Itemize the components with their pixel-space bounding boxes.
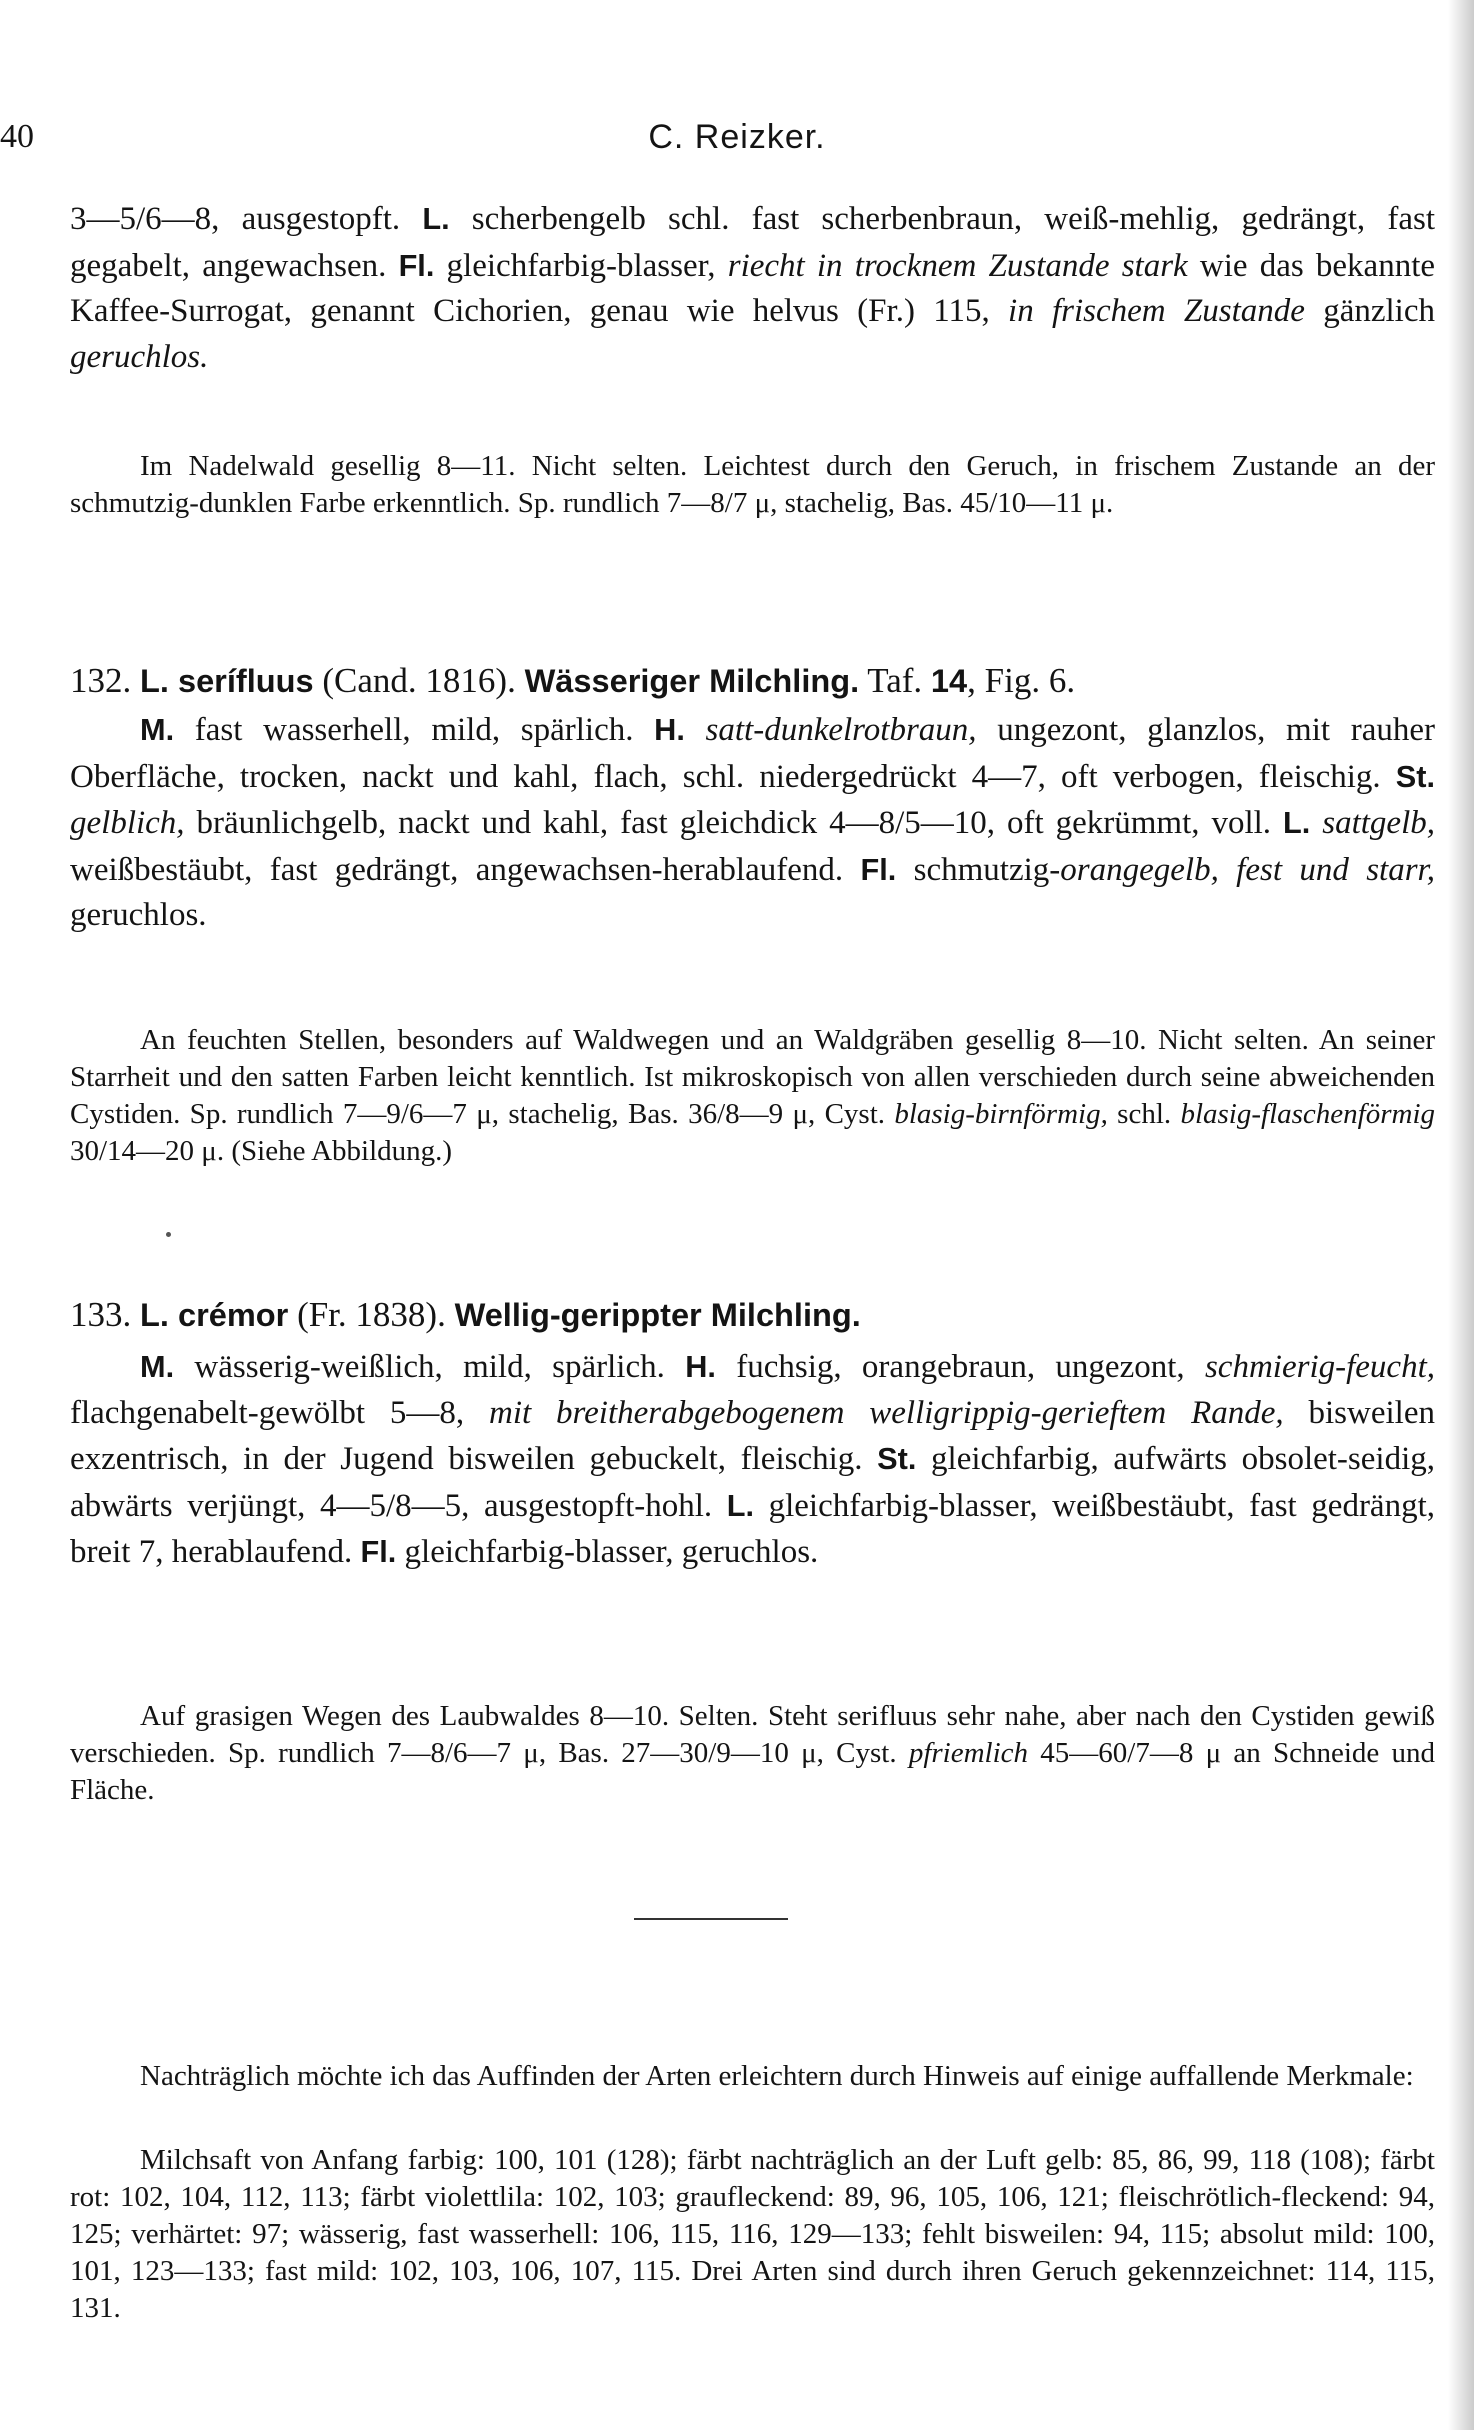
text-run: 3—5/6—8, ausgestopft. (70, 201, 423, 237)
page-header (0, 118, 1474, 168)
text-run: geruchlos. (70, 338, 209, 375)
appendix-list (70, 2142, 1435, 2327)
text-run: Auf grasigen Wegen des Laubwaldes 8—10. Selten. Steht serifluus sehr nahe, aber nach den Cystiden gewiß verschieden. Sp. rundlich 7—8/6—7 μ, Bas. 27—30/9—10 μ, Cyst. (70, 1700, 1435, 1769)
text-run: blasig-flaschenförmig (1180, 1098, 1436, 1130)
text-run: H. (685, 1349, 716, 1384)
text-run: schl. (1107, 1098, 1181, 1130)
text-run: M. (140, 712, 175, 747)
text-run: sattgelb, (1322, 805, 1435, 841)
text-run: (Fr. 1838). (288, 1295, 455, 1334)
page-number: 40 (0, 118, 34, 155)
text-run: Fl. (860, 851, 897, 887)
entry-131-habitat (70, 448, 1435, 522)
text-run: gänzlich (1304, 293, 1435, 329)
entry-133-habitat (70, 1698, 1435, 1809)
text-run: Fl. (360, 1534, 397, 1569)
text-run: schmutzig- (896, 851, 1061, 888)
text-run: riecht in trocknem Zustande stark (727, 247, 1188, 284)
text-run: bräunlichgelb, nackt und kahl, fast gleichdick 4—8/5—10, oft gekrümmt, voll. (184, 805, 1283, 841)
text-run: Nachträglich möchte ich das Auffinden der Arten erleichtern durch Hinweis auf einige auffallende Merkmale: (140, 2060, 1414, 2092)
text-run: Im Nadelwald gesellig 8—11. Nicht selten. Leichtest durch den Geruch, in frischem Zustande an der schmutzig-dunklen Farbe erkenntlich. Sp. rundlich 7—8/7 μ, stachelig, Bas. 45/10—11 μ. (70, 450, 1435, 519)
text-run: 14 (930, 663, 968, 699)
text-run: 30/14—20 μ. (Siehe Abbildung.) (70, 1135, 453, 1167)
entry-132-habitat (70, 1022, 1435, 1170)
text-run: pfriemlich (908, 1737, 1029, 1769)
text-run: geruchlos. (70, 897, 207, 933)
text-run: M. (140, 1349, 175, 1384)
text-run: gleichfarbig, aufwärts obsolet-seidig, abwärts verjüngt, 4—5/8—5, ausgestopft-hohl. (70, 1441, 1435, 1524)
text-run: wässerig-weißlich, mild, spärlich. (174, 1349, 686, 1385)
text-run: L. crémor (140, 1297, 289, 1333)
text-run: , Fig. 6. (967, 661, 1076, 700)
text-run: scherbengelb schl. fast scherbenbraun, weiß-mehlig, gedrängt, fast gegabelt, angewachsen. (70, 201, 1435, 284)
entry-133-description (70, 1344, 1435, 1576)
entry-132-heading (70, 658, 1435, 704)
text-run: St. (1395, 758, 1435, 794)
text-run: wie das bekannte Kaffee-Surrogat, genannt Cichorien, genau wie helvus (Fr.) 115, (70, 247, 1436, 329)
text-run: orangegelb, fest und starr, (1060, 851, 1435, 888)
running-head: C. Reizker. (648, 118, 826, 156)
scan-edge-shadow (1448, 0, 1474, 2430)
text-run: flachgenabelt-gewölbt 5—8, (70, 1394, 490, 1431)
text-run: Fl. (398, 247, 435, 283)
text-run: (Cand. 1816). (313, 661, 525, 700)
text-run: weißbestäubt, fast gedrängt, angewachsen-herablaufend. (70, 851, 861, 888)
text-run: An feuchten Stellen, besonders auf Waldwegen und an Waldgräben gesellig 8—10. Nicht selten. An seiner Starrheit und den satten Farben leicht kenntlich. Ist mikroskopisch von allen verschieden durch seine abweichenden Cystiden. Sp. rundlich 7—9/6—7 μ, stachelig, Bas. 36/8—9 μ, Cyst. (70, 1024, 1435, 1130)
text-run: fuchsig, orangebraun, ungezont, (715, 1349, 1205, 1385)
text-run: 45—60/7—8 μ an Schneide und Fläche. (70, 1737, 1436, 1806)
text-run: blasig-birnförmig, (894, 1098, 1108, 1130)
text-run: 133. (70, 1295, 140, 1334)
text-run: schmierig-feucht, (1204, 1349, 1435, 1385)
text-run: L. serífluus (140, 663, 314, 699)
text-run: L. (726, 1487, 755, 1523)
text-run: ungezont, glanzlos, mit rauher Oberfläche, trocken, nackt und kahl, flach, schl. niedergedrückt 4—7, oft verbogen, fleischig. (70, 712, 1435, 795)
text-run: mit breitherabgebogenem welligrippig-gerieftem Rande, (489, 1394, 1284, 1431)
print-speck (166, 1232, 171, 1237)
text-run: St. (877, 1441, 917, 1476)
text-run: Wellig-gerippter Milchling. (454, 1297, 861, 1333)
text-run: fast wasserhell, mild, spärlich. (174, 712, 655, 748)
text-run: gleichfarbig-blasser, geruchlos. (396, 1534, 819, 1570)
text-run: 132. (70, 661, 140, 700)
entry-131-description (70, 196, 1435, 380)
text-run: in frischem Zustande (1008, 293, 1305, 329)
text-run: gleichfarbig-blasser, (434, 247, 728, 284)
text-run: satt-dunkelrotbraun, (705, 712, 977, 748)
text-run: H. (654, 712, 685, 747)
section-separator (634, 1918, 788, 1920)
text-run: gleichfarbig-blasser, weißbestäubt, fast gedrängt, breit 7, herablaufend. (70, 1487, 1435, 1570)
entry-132-description (70, 707, 1435, 939)
text-run: Taf. (859, 661, 931, 700)
text-run (1310, 805, 1322, 841)
text-run: Milchsaft von Anfang farbig: 100, 101 (128); färbt nachträglich an der Luft gelb: 85, 86, 99, 118 (108); färbt rot: 102, 104, 112, 113; färbt violettlila: 102, 103; graufleckend: 89, 96, 105, 106, 121; fleischrötlich-fleckend: 94, 125; verhärtet: 97; wässerig, fast wasserhell: 106, 115, 116, 129—133; fehlt bisweilen: 94, 115; absolut mild: 100, 101, 123—133; fast mild: 102, 103, 106, 107, 115. Drei Arten sind durch ihren Geruch gekennzeichnet: 114, 115, 131. (70, 2144, 1435, 2324)
entry-133-heading (70, 1292, 1435, 1338)
text-run: bisweilen exzentrisch, in der Jugend bisweilen gebuckelt, fleischig. (70, 1394, 1435, 1477)
text-run: gelblich, (70, 805, 185, 841)
text-run (685, 712, 706, 748)
appendix-intro (70, 2058, 1435, 2095)
text-run: Wässeriger Milchling. (524, 663, 860, 699)
text-run: L. (1283, 805, 1311, 840)
text-run: L. (422, 201, 450, 236)
